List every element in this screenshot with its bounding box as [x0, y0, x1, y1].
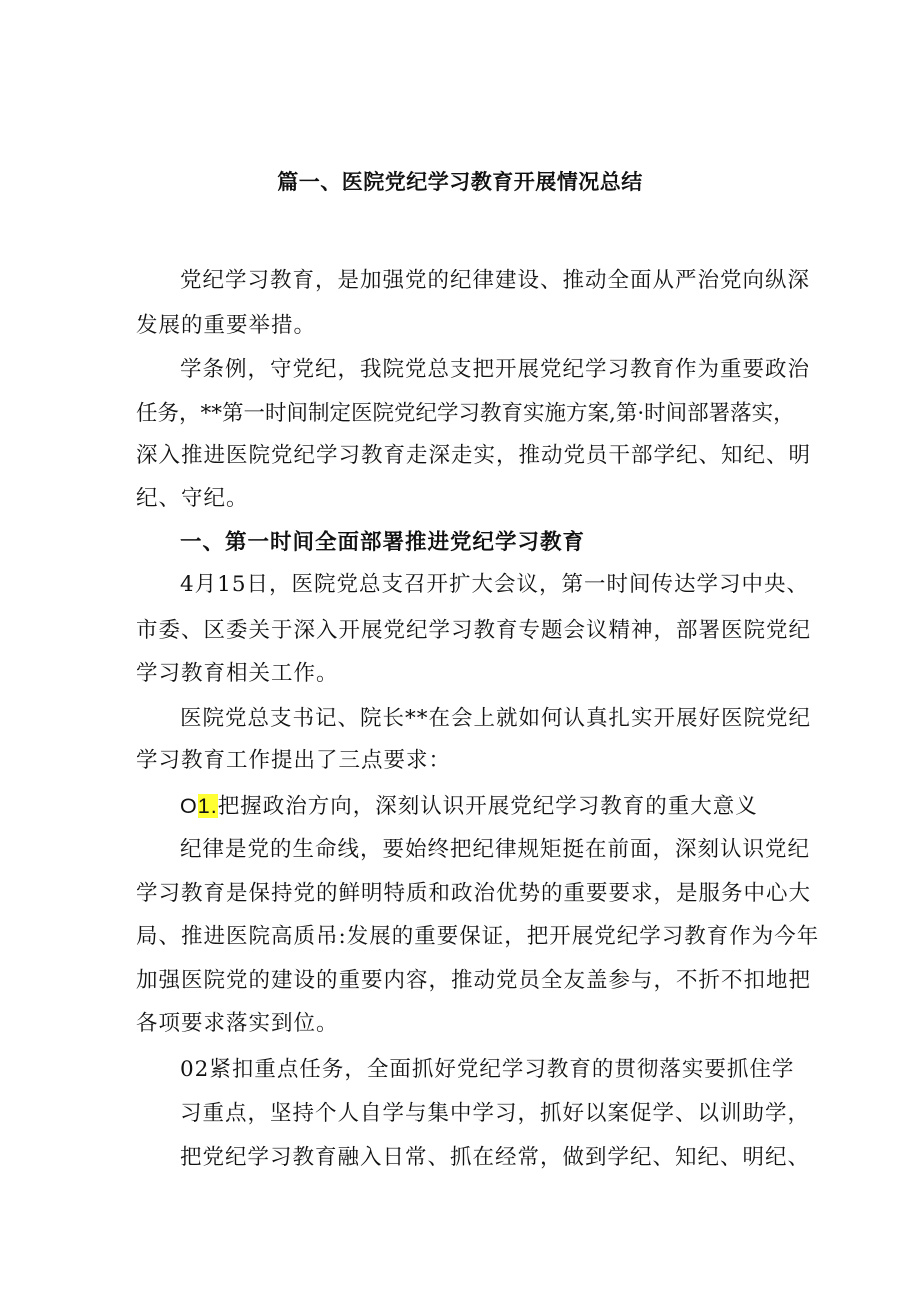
list-item-2: 02紧扣重点任务，全面抓好党纪学习教育的贯彻落实要抓住学 — [180, 1057, 795, 1082]
list-item-1 — [180, 791, 758, 822]
paragraph-line: 纪律是党的生命线，要始终把纪律规矩挺在前面，深刻认识党纪 — [180, 837, 811, 862]
item-number: 1 — [197, 794, 211, 818]
paragraph-line: 局、推进医院高质吊:发展的重要保证，把开展党纪学习教育作为今年 — [136, 924, 820, 949]
item-dot: . — [210, 794, 218, 818]
paragraph-line: 纪、守纪。 — [136, 486, 249, 511]
paragraph-line: 加强医院党的建设的重要内容，推动党员全友盖参与，不折不扣地把 — [136, 968, 812, 993]
paragraph-line: 任务，**第一时间制定医院党纪学习教育实施方案,第·时间部署落实， — [136, 401, 795, 426]
section-heading: 一、第一时间全面部署推进党纪学习教育 — [180, 530, 586, 555]
paragraph-line: 学习教育是保持党的鲜明特质和政治优势的重要要求，是服务中心大 — [136, 881, 812, 906]
item-prefix-number-highlighted — [198, 794, 218, 818]
paragraph-line: 市委、区委关于深入开展党纪学习教育专题会议精神，部署医院党纪 — [136, 618, 812, 643]
paragraph-line: 学习教育相关工作。 — [136, 661, 339, 686]
paragraph-line: 党纪学习教育，是加强党的纪律建设、推动全面从严治党向纵深 — [180, 268, 811, 293]
paragraph-line: 发展的重要举措。 — [136, 313, 317, 338]
paragraph-line: 习重点，坚持个人自学与集中学习，抓好以案促学、以训助学， — [180, 1101, 811, 1126]
paragraph-line: 学条例，守党纪，我院党总支把开展党纪学习教育作为重要政治 — [180, 357, 811, 382]
paragraph-line: 深入推进医院党纪学习教育走深走实，推动党员干部学纪、知纪、明 — [136, 443, 812, 468]
paragraph-line: 医院党总支书记、院长**在会上就如何认真扎实开展好医院党纪 — [180, 706, 812, 731]
paragraph-line: 把党纪学习教育融入日常、抓在经常，做到学纪、知纪、明纪、 — [180, 1145, 811, 1170]
paragraph-line: 学习教育工作提出了三点要求： — [136, 748, 452, 773]
paragraph-line: 4月15日，医院党总支召开扩大会议，第一时间传达学习中央、 — [180, 572, 810, 597]
document-title: 篇一、医院党纪学习教育开展情况总结 — [277, 170, 643, 194]
item-prefix-letter: O — [180, 794, 198, 818]
list-item-text: 把握政治方向，深刻认识开展党纪学习教育的重大意义 — [217, 794, 758, 819]
paragraph-line: 各项要求落实到位。 — [136, 1011, 339, 1036]
